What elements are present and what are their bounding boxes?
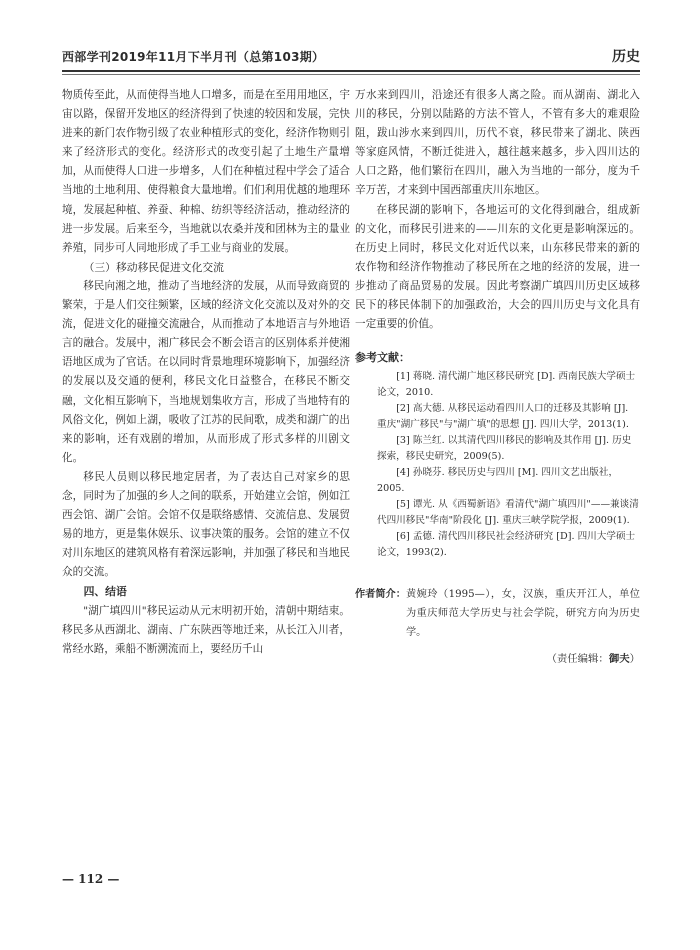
editor-close: ） [629,653,640,666]
right-column [355,86,640,669]
section-name: 历史 [612,49,640,65]
author-bio-text: 黄婉玲（1995—），女，汉族，重庆开江人，单位为重庆师范大学历史与社会学院，研究方向为历史学。 [405,589,640,639]
reference-item: [1] 蒋晓. 清代湖广地区移民研究 [D]. 西南民族大学硕士论文，2010. [377,371,636,399]
references-heading: 参考文献： [355,351,410,365]
reference-item: [3] 陈兰红. 以其清代四川移民的影响及其作用 [J]. 历史探索，移民史研究，2009(5). [377,435,632,463]
responsible-editor [355,650,640,669]
body-paragraph: 在移民湖的影响下，各地运可的文化得到融合，组成新的文化，而移民引进来的——川东的文化更是影响深远的。在历史上同时，移民文化对近代以来，山东移民带来的新的农作物和经济作物推动了移民所在之地的经济的发展，进一步推动了商品贸易的发展。因此考察湖广填四川历史区域移民下的移民体制下的加强政治，大会的四川历史与文化具有一定重要的价值。 [355,203,640,331]
reference-list [355,369,640,561]
header-rule-thick [62,70,640,72]
body-paragraph: 物质传至此，从而使得当地人口增多，而是在至用用地区，宇宙以路，保留开发地区的经济得到了快速的较因和发展，完快进来的新门农作物引级了农业种植形式的变化，经济作物则引来了经济形式的变化。经济形式的改变引起了土地生产量增加，从而使得人口进一步增多，人们在种植过程中学会了适合当地的土地利用、使得粮食大量地增。们们利用优越的地理环境，发展起种植、养蚕、种棉、纺织等经济活动，推动经济的进一步发展。后来至今，当地就以农桑并茂和团林为主的量业养殖，同步可人同地形成了手工业与商业的发展。 [62,89,350,254]
body-paragraph: 移民人员则以移民地定居者，为了表达自己对家乡的思念，同时为了加强的乡人之间的联系，开始建立会馆，例如江西会馆、湖广会馆。会馆不仅是联络感情、交流信息、发展贸易的地方，更是集休娱乐、议事决策的服务。会馆的建立不仅对川东地区的建筑风格有着深远影响，并加强了移民和当地民众的交流。 [62,470,350,579]
author-bio-label: 作者简介： [355,589,406,601]
subsection-heading: （三）移动移民促进文化交流 [83,260,224,274]
body-paragraph: 移民向湘之地，推动了当地经济的发展，从而导致商贸的繁荣，于是人们交往频繁，区域的经济文化交流以及对外的交流，促进文化的碰撞交流融合，从而推动了本地语言与外地语言的融合。发展中，湘广移民会不断会语言的区别体系并使湘语地区成为了官话。在以同时背景地理环境影响下，加强经济的发展以及交通的便利，移民文化日益整合，在移民不断交融，文化相互影响下，当地规划集收方言，形成了当地特有的风俗文化，例如上湖，吸收了江苏的民间歌，成类和湖广的出来的影响，还有戏剧的增加，从而形成了形式多样的川剧文化。 [62,279,350,464]
reference-item: [5] 谭光. 从《西蜀新语》看清代"湖广填四川"——兼谈清代四川移民"华南"阶段化 [J]. 重庆三峡学院学报，2009(1). [377,499,639,527]
author-bio [355,585,640,642]
body-paragraph: 万水来到四川，沿途还有很多人离之险。而从湖南、湖北入川的移民，分别以陆路的方法不管人，不管有多大的难艰险阻，跋山涉水来到四川，历代不衰，移民带来了湖北、陕西等家庭风情，不断迁徙进入，越往越来越多，步入四川达的人口之路，他们繁衍在四川，融入为当地的一部分，度为千辛万苦，才来到中国西部重庆川东地区。 [355,89,640,197]
section-heading: 四、结语 [83,585,127,599]
header-rule-thin [62,74,640,75]
journal-title: 西部学刊2019年11月下半月刊（总第103期） [62,50,325,64]
body-paragraph: "湖广填四川"移民运动从元末明初开始，清朝中期结束。移民多从西湖北、湖南、广东陕西等地迁来，从长江入川者，常经水路，乘船不断溯流而上，要经历千山 [62,604,350,655]
reference-item: [6] 孟德. 清代四川移民社会经济研究 [D]. 四川大学硕士论文，1993(2). [377,531,636,559]
left-column [62,86,350,659]
page-number: — 112 — [62,872,120,886]
reference-item: [2] 高大德. 从移民运动看四川人口的迁移及其影响 [J]. 重庆"湖广移民"与"湖广填"的思想 [J]. 四川大学，2013(1). [377,403,629,431]
reference-item: [4] 孙晓芬. 移民历史与四川 [M]. 四川文艺出版社，2005. [377,467,619,495]
editor-name: 御夫 [608,653,630,666]
running-header [62,46,640,70]
editor-label: （责任编辑： [546,653,609,666]
